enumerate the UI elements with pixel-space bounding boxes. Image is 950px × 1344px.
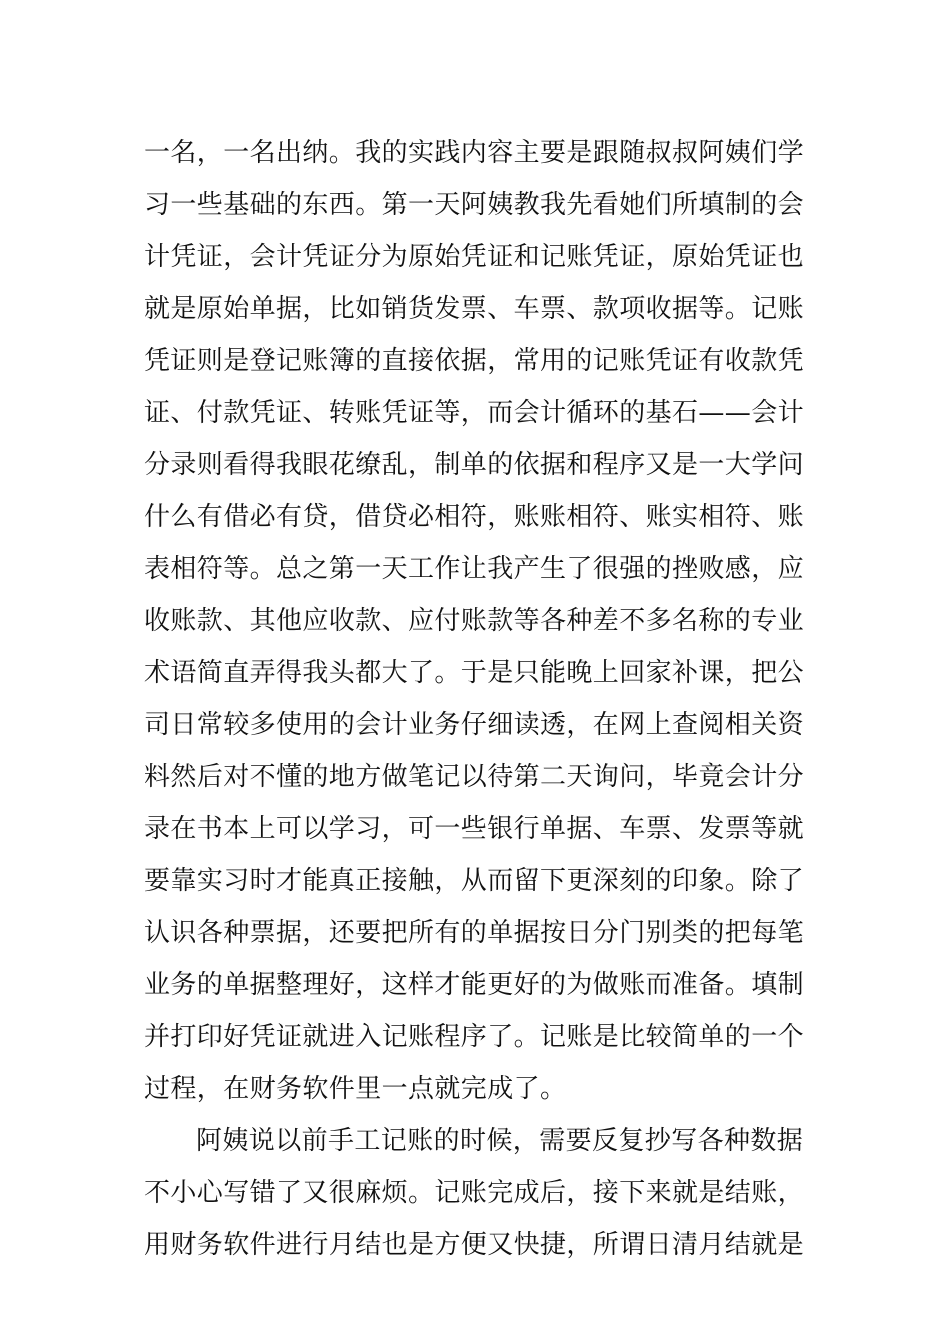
text-line-19: 过程，在财务软件里一点就完成了。 xyxy=(144,1074,567,1104)
text-line-21: 不小心写错了又很麻烦。记账完成后，接下来就是结账， xyxy=(144,1178,805,1208)
text-line-11: 术语简直弄得我头都大了。于是只能晚上回家补课，把公 xyxy=(144,658,805,688)
text-line-9: 表相符等。总之第一天工作让我产生了很强的挫败感，应 xyxy=(144,554,805,584)
text-line-3: 计凭证，会计凭证分为原始凭证和记账凭证，原始凭证也 xyxy=(144,242,805,272)
body-text xyxy=(144,127,806,1271)
text-line-20: 阿姨说以前手工记账的时候，需要反复抄写各种数据 xyxy=(196,1126,804,1156)
text-line-17: 业务的单据整理好，这样才能更好的为做账而准备。填制 xyxy=(144,970,805,1000)
text-line-18: 并打印好凭证就进入记账程序了。记账是比较简单的一个 xyxy=(144,1022,805,1052)
text-line-13: 料然后对不懂的地方做笔记以待第二天询问，毕竟会计分 xyxy=(144,762,805,792)
text-line-10: 收账款、其他应收款、应付账款等各种差不多名称的专业 xyxy=(144,606,805,636)
text-line-2: 习一些基础的东西。第一天阿姨教我先看她们所填制的会 xyxy=(144,190,805,220)
text-line-6: 证、付款凭证、转账凭证等，而会计循环的基石——会计 xyxy=(144,398,805,428)
text-line-22: 用财务软件进行月结也是方便又快捷，所谓日清月结就是 xyxy=(144,1230,805,1260)
text-line-7: 分录则看得我眼花缭乱，制单的依据和程序又是一大学问 xyxy=(144,450,805,480)
text-line-5: 凭证则是登记账簿的直接依据，常用的记账凭证有收款凭 xyxy=(144,346,805,376)
text-line-8: 什么有借必有贷，借贷必相符，账账相符、账实相符、账 xyxy=(144,502,805,532)
text-line-12: 司日常较多使用的会计业务仔细读透，在网上查阅相关资 xyxy=(144,710,805,740)
text-line-1: 一名，一名出纳。我的实践内容主要是跟随叔叔阿姨们学 xyxy=(144,138,805,168)
text-line-4: 就是原始单据，比如销货发票、车票、款项收据等。记账 xyxy=(144,294,805,324)
text-line-16: 认识各种票据，还要把所有的单据按日分门别类的把每笔 xyxy=(144,918,805,948)
text-line-14: 录在书本上可以学习，可一些银行单据、车票、发票等就 xyxy=(144,814,805,844)
text-line-15: 要靠实习时才能真正接触，从而留下更深刻的印象。除了 xyxy=(144,866,805,896)
